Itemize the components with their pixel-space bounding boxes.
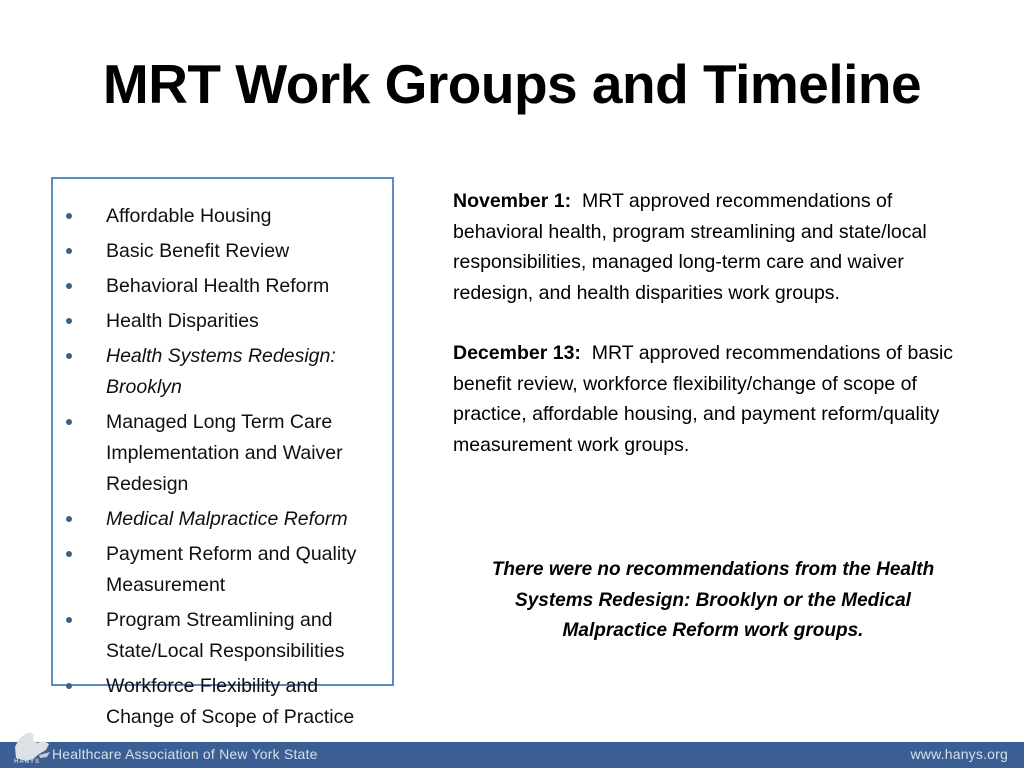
hanys-logo-icon (6, 728, 56, 768)
list-item-label: Managed Long Term Care Implementation and Waiver Redesign (106, 411, 343, 495)
bullet-icon (66, 419, 72, 425)
timeline-column (453, 186, 975, 490)
hanys-wordmark: HANYS (14, 759, 41, 765)
list-item (60, 236, 382, 267)
list-item (60, 407, 382, 500)
list-item (60, 539, 382, 601)
timeline-entry-text: MRT approved recommendations of behavioral health, program streamlining and state/local responsibilities, managed long-term care and waiver redesign, and health disparities work groups. (453, 190, 927, 304)
list-item (60, 341, 382, 403)
bullet-icon (66, 318, 72, 324)
list-item (60, 671, 382, 733)
timeline-entry-date: November 1: (453, 190, 572, 212)
list-item (60, 306, 382, 337)
timeline-entry (453, 186, 975, 308)
timeline-entry-text: MRT approved recommendations of basic benefit review, workforce flexibility/change of scope of practice, affordable housing, and payment reform/quality measurement work groups. (453, 342, 954, 456)
list-item-label: Health Systems Redesign: Brooklyn (106, 345, 336, 398)
timeline-note: There were no recommendations from the Health Systems Redesign: Brooklyn or the Medical Malpractice Reform work groups. (491, 559, 935, 641)
list-item-label: Basic Benefit Review (106, 240, 290, 262)
timeline-entry (453, 338, 975, 460)
footer-organization-label: Healthcare Association of New York State (52, 746, 318, 762)
bullet-icon (66, 213, 72, 219)
bullet-icon (66, 617, 72, 623)
list-item (60, 271, 382, 302)
list-item (60, 504, 382, 535)
timeline-entry-spacer (571, 190, 582, 212)
list-item (60, 201, 382, 232)
list-item-label: Affordable Housing (106, 205, 272, 227)
page-title: MRT Work Groups and Timeline (102, 53, 922, 115)
bullet-icon (66, 683, 72, 689)
footer-website-link[interactable]: www.hanys.org (910, 746, 1008, 762)
list-item-label: Workforce Flexibility and Change of Scope of Practice (106, 675, 355, 728)
timeline-entry-spacer (581, 342, 592, 364)
timeline-entry-date: December 13: (453, 342, 581, 364)
list-item-label: Medical Malpractice Reform (106, 508, 348, 530)
footer-bar (0, 742, 1024, 768)
work-groups-box (51, 177, 394, 728)
bullet-icon (66, 516, 72, 522)
list-item-label: Program Streamlining and State/Local Responsibilities (106, 609, 345, 662)
bullet-icon (66, 353, 72, 359)
list-item-label: Behavioral Health Reform (106, 275, 330, 297)
bullet-icon (66, 283, 72, 289)
bullet-icon (66, 551, 72, 557)
list-item (60, 605, 382, 667)
bullet-icon (66, 248, 72, 254)
work-groups-list (53, 179, 392, 733)
list-item-label: Payment Reform and Quality Measurement (106, 543, 357, 596)
list-item-label: Health Disparities (106, 310, 259, 332)
